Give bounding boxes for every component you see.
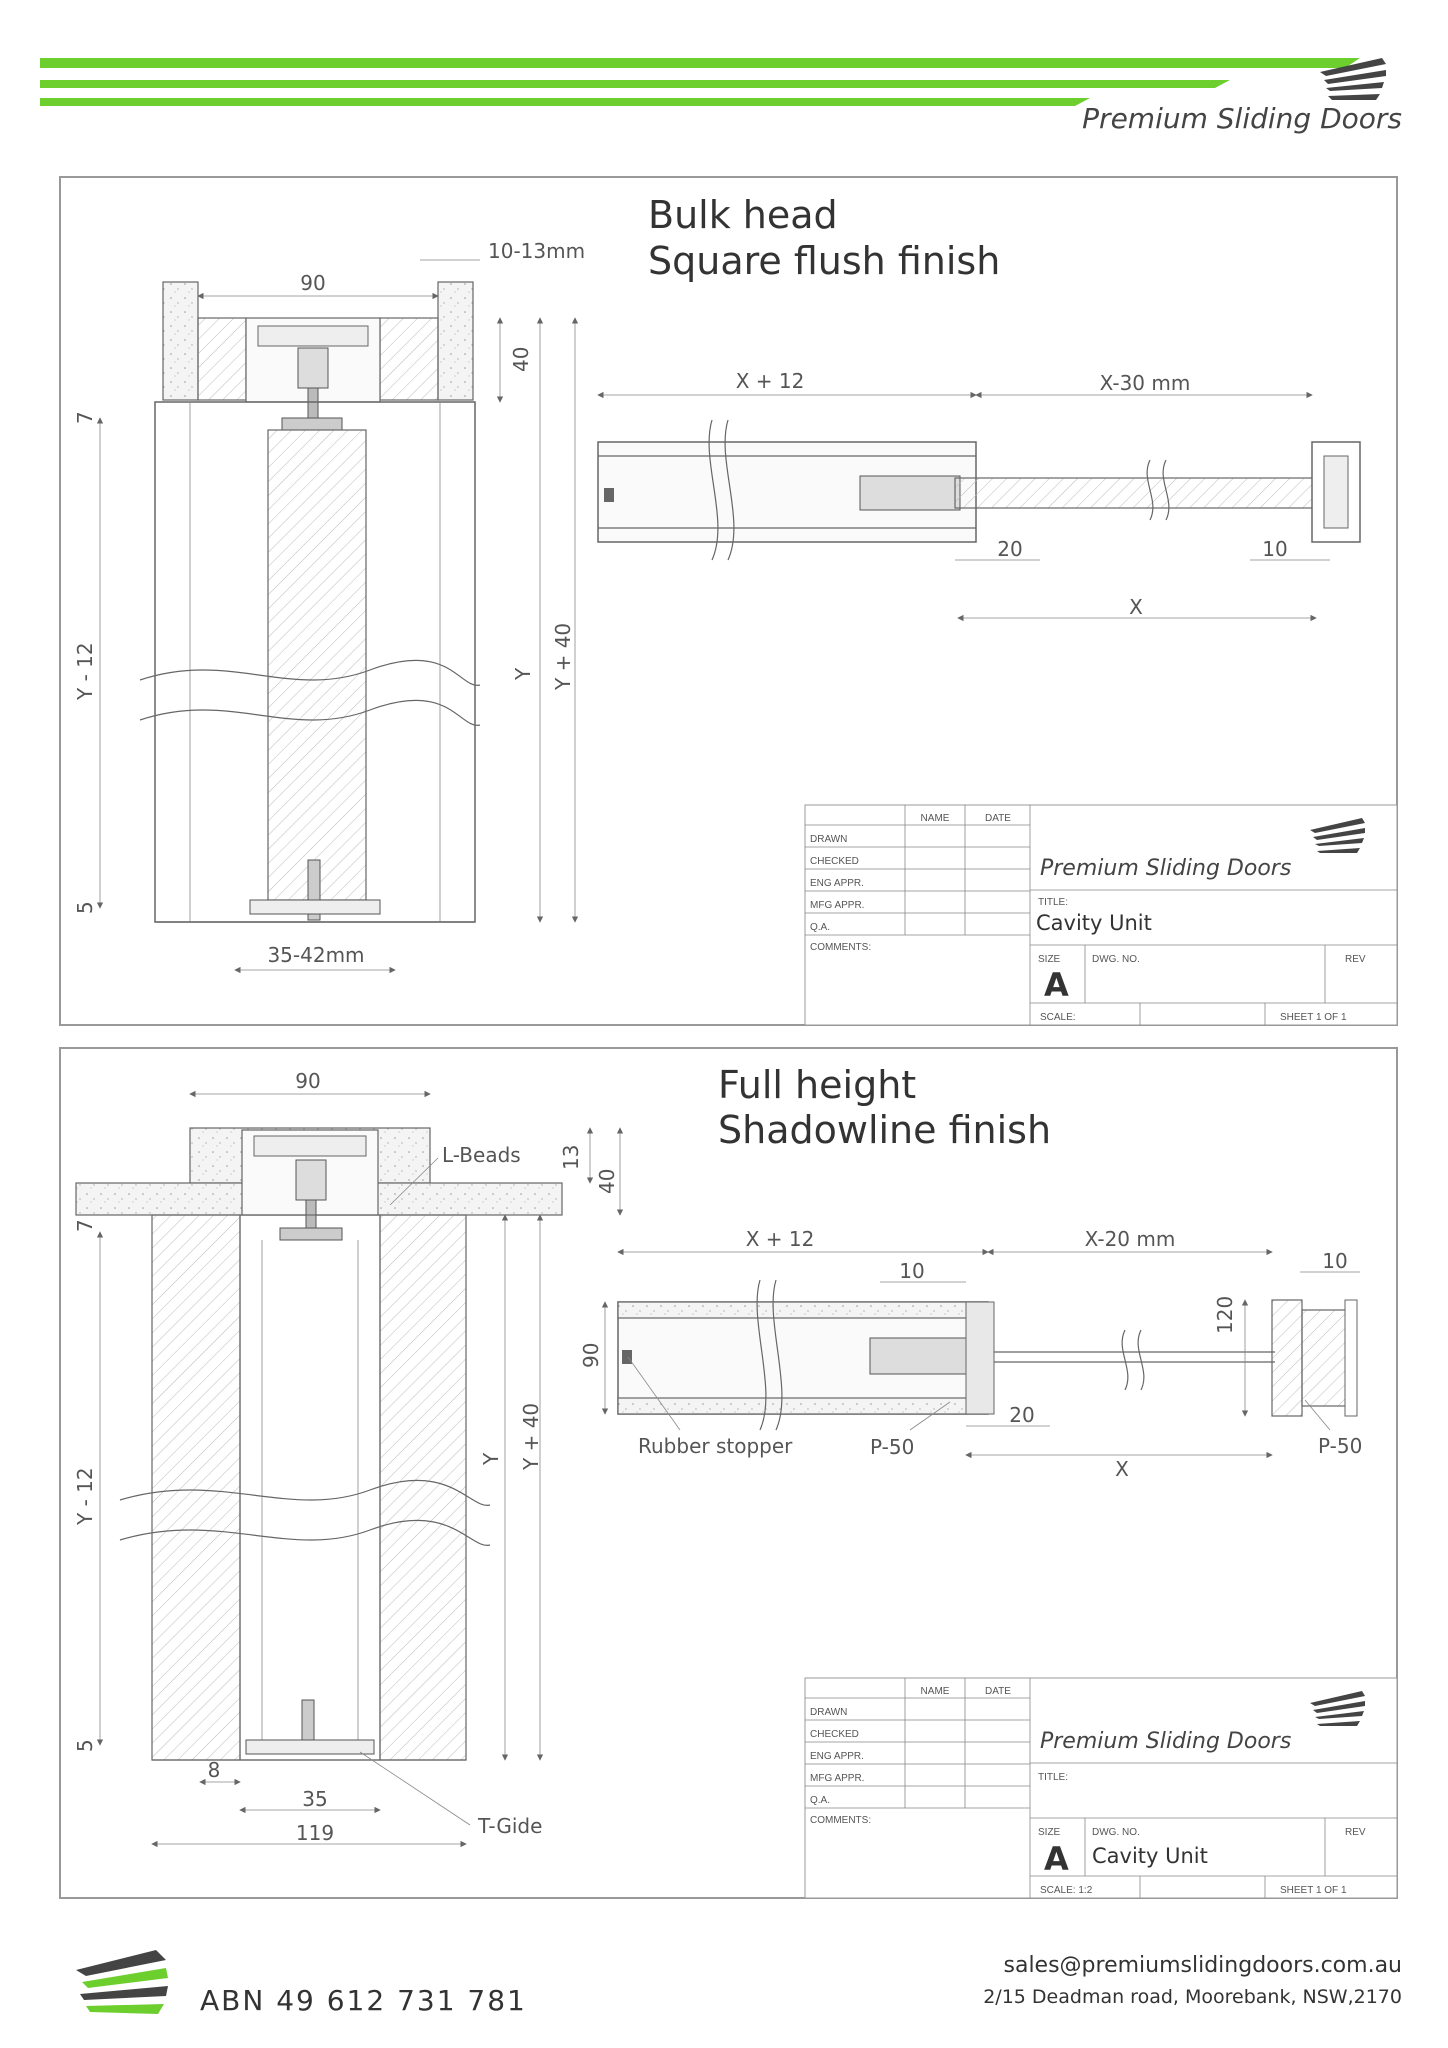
tb1-rev-label: REV	[1345, 954, 1366, 965]
tb1-row-drawn: DRAWN	[810, 834, 848, 845]
dim2-90: 90	[295, 1069, 321, 1093]
header-stripe	[40, 80, 1230, 88]
drawing2-title-line2: Shadowline finish	[718, 1108, 1052, 1152]
dim-X-minus-30mm: X-30 mm	[1099, 371, 1191, 395]
tb2-rev-label: REV	[1345, 1827, 1366, 1838]
drawing2-title-block	[805, 1678, 1397, 1898]
tb1-scale: SCALE:	[1040, 1012, 1076, 1023]
tb1-dwg-label: DWG. NO.	[1092, 954, 1140, 965]
header-stripe	[40, 98, 1090, 106]
dim-10: 10	[1262, 537, 1288, 561]
tb1-row-comments: COMMENTS:	[810, 942, 872, 953]
tb1-title-value: Cavity Unit	[1036, 911, 1152, 935]
tb1-name: NAME	[920, 813, 950, 824]
dim2-40: 40	[595, 1168, 619, 1194]
tb2-brand: Premium Sliding Doors	[1040, 1729, 1292, 1754]
tb2-row-qa: Q.A.	[810, 1795, 831, 1806]
label-p50-right: P-50	[1318, 1434, 1363, 1458]
footer-email[interactable]: sales@premiumslidingdoors.com.au	[1003, 1953, 1402, 1978]
tb1-row-eng: ENG APPR.	[810, 878, 864, 889]
tb1-size-label: SIZE	[1038, 954, 1061, 965]
drawing1-vertical-section	[140, 282, 480, 922]
dim2-10a: 10	[899, 1259, 925, 1283]
drawing1-title-line1: Bulk head	[648, 193, 838, 237]
dim2-20: 20	[1009, 1403, 1035, 1427]
dim2-13: 13	[559, 1144, 583, 1170]
drawing1-title-block	[805, 805, 1397, 1025]
drawing2-title-line1: Full height	[718, 1063, 917, 1107]
drawing2-horizontal-section	[618, 1280, 1357, 1430]
dim-Y-plus-40: Y + 40	[551, 622, 575, 690]
tb1-title-label: TITLE:	[1038, 897, 1069, 908]
dim-X: X	[1129, 595, 1143, 619]
tb2-row-comments: COMMENTS:	[810, 1815, 872, 1826]
dim2-119: 119	[295, 1821, 335, 1845]
footer-logo-icon	[76, 1950, 168, 2014]
tb2-size-value: A	[1044, 1840, 1069, 1878]
dim2-5: 5	[73, 1739, 97, 1752]
tb2-row-drawn: DRAWN	[810, 1707, 848, 1718]
tb2-dwg-label: DWG. NO.	[1092, 1827, 1140, 1838]
dim-20: 20	[997, 537, 1023, 561]
tb2-name: NAME	[920, 1686, 950, 1697]
tb1-row-checked: CHECKED	[810, 856, 859, 867]
footer	[76, 1950, 1402, 2017]
dim2-8: 8	[207, 1758, 221, 1782]
tb1-date: DATE	[985, 813, 1011, 824]
header-stripe	[40, 58, 1360, 68]
dim2-35: 35	[302, 1787, 328, 1811]
footer-abn: ABN 49 612 731 781	[200, 1984, 527, 2017]
tb2-sheet: SHEET 1 OF 1	[1280, 1885, 1347, 1896]
label-rubber-stopper: Rubber stopper	[638, 1434, 793, 1458]
dim2-X-minus-20mm: X-20 mm	[1084, 1227, 1176, 1251]
drawing2-vertical-section	[76, 1128, 562, 1760]
drawing1-horizontal-section	[598, 420, 1360, 560]
dim-40: 40	[509, 346, 533, 372]
tb2-row-eng: ENG APPR.	[810, 1751, 864, 1762]
dim2-X-plus-12: X + 12	[745, 1227, 815, 1251]
dim-X-plus-12: X + 12	[735, 369, 805, 393]
dim2-120: 120	[1213, 1295, 1237, 1334]
dim2-Y-minus-12: Y - 12	[73, 1467, 97, 1525]
tb2-row-mfg: MFG APPR.	[810, 1773, 865, 1784]
dim2-10b: 10	[1322, 1249, 1348, 1273]
dim2-X: X	[1115, 1457, 1129, 1481]
dim-90: 90	[300, 271, 326, 295]
dim2-7: 7	[73, 1219, 97, 1232]
tb1-sheet: SHEET 1 OF 1	[1280, 1012, 1347, 1023]
tb2-dwg-value: Cavity Unit	[1092, 1844, 1208, 1868]
tb1-row-mfg: MFG APPR.	[810, 900, 865, 911]
tb2-size-label: SIZE	[1038, 1827, 1061, 1838]
dim-Y-minus-12: Y - 12	[73, 642, 97, 700]
dim-35-42mm: 35-42mm	[267, 943, 365, 967]
dim2-Y-plus-40: Y + 40	[519, 1402, 543, 1470]
tb2-row-checked: CHECKED	[810, 1729, 859, 1740]
label-l-beads: L-Beads	[442, 1143, 521, 1167]
dim2-Y: Y	[479, 1452, 503, 1465]
dim2-90b: 90	[579, 1342, 603, 1368]
header-brand: Premium Sliding Doors	[1082, 102, 1402, 135]
tb1-row-qa: Q.A.	[810, 922, 831, 933]
label-t-gide: T-Gide	[478, 1814, 543, 1838]
drawing1-title-line2: Square flush finish	[648, 239, 1001, 283]
tb2-scale: SCALE: 1:2	[1040, 1885, 1093, 1896]
tb2-title-label: TITLE:	[1038, 1772, 1069, 1783]
tb1-brand: Premium Sliding Doors	[1040, 856, 1292, 881]
dim-10-13mm: 10-13mm	[488, 239, 586, 263]
dim-5: 5	[73, 901, 97, 914]
tb1-size-value: A	[1044, 966, 1069, 1004]
dim-Y: Y	[511, 667, 535, 680]
label-p50-left: P-50	[870, 1435, 915, 1459]
header	[40, 58, 1402, 135]
dim-7: 7	[73, 411, 97, 424]
tb2-date: DATE	[985, 1686, 1011, 1697]
footer-address: 2/15 Deadman road, Moorebank, NSW,2170	[983, 1986, 1402, 2008]
